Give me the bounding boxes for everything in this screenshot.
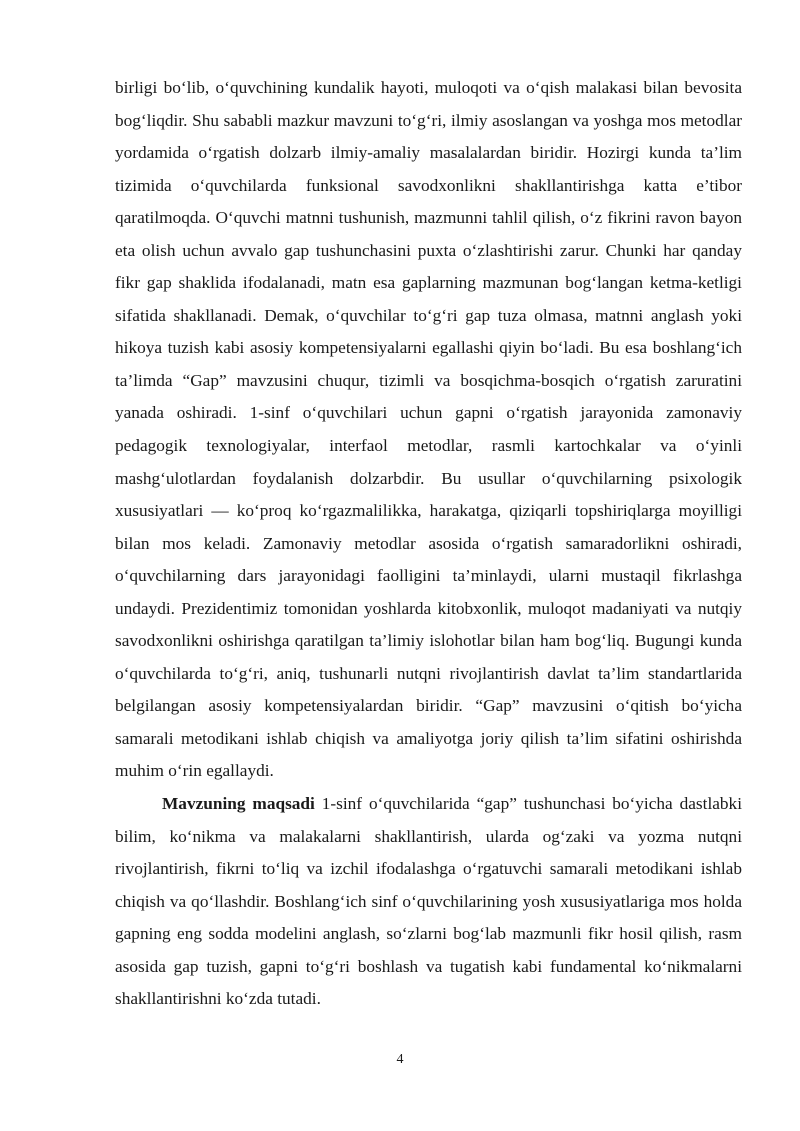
page-number: 4: [396, 1052, 404, 1067]
document-body: [115, 72, 742, 1016]
paragraph-goal-text: 1-sinf o‘quvchilarida “gap” tushunchasi bo‘yicha dastlabki bilim, ko‘nikma va malakalarni shakllantirish, ularda og‘zaki va yozma nutqni rivojlantirish, fikrni to‘liq va izchil ifodalashga o‘rgatuvchi samarali metodikani ishlab chiqish va qo‘llashdir. Boshlang‘ich sinf o‘quvchilarining yosh xususiyatlariga mos holda gapning eng sodda modelini anglash, so‘zlarni bog‘lab mazmunli fikr hosil qilish, rasm asosida gap tuzish, gapni to‘g‘ri boshlash va tugatish kabi fundamental ko‘nikmalarni shakllantirishni ko‘zda tutadi.: [115, 794, 742, 1009]
paragraph-goal: [115, 788, 742, 1016]
paragraph-goal-heading: Mavzuning maqsadi: [162, 794, 315, 814]
paragraph-continuation: birligi bo‘lib, o‘quvchining kundalik hayoti, muloqoti va o‘qish malakasi bilan bevosita bog‘liqdir. Shu sababli mazkur mavzuni to‘g‘ri, ilmiy asoslangan va yoshga mos metodlar yordamida o‘rgatish dolzarb ilmiy-amaliy masalalardan biridir. Hozirgi kunda ta’lim tizimida o‘quvchilarda funksional savodxonlikni shakllantirishga katta e’tibor qaratilmoqda. O‘quvchi matnni tushunish, mazmunni tahlil qilish, o‘z fikrini ravon bayon eta olish uchun avvalo gap tushunchasini puxta o‘zlashtirishi zarur. Chunki har qanday fikr gap shaklida ifodalanadi, matn esa gaplarning mazmunan bog‘langan ketma-ketligi sifatida shakllanadi. Demak, o‘quvchilar to‘g‘ri gap tuza olmasa, matnni anglash yoki hikoya tuzish kabi asosiy kompetensiyalarni egallashi qiyin bo‘ladi. Bu esa boshlang‘ich ta’limda “Gap” mavzusini chuqur, tizimli va bosqichma-bosqich o‘rgatish zaruratini yanada oshiradi. 1-sinf o‘quvchilari uchun gapni o‘rgatish jarayonida zamonaviy pedagogik texnologiyalar, interfaol metodlar, rasmli kartochkalar va o‘yinli mashg‘ulotlardan foydalanish dolzarbdir. Bu usullar o‘quvchilarning psixologik xususiyatlari — ko‘proq ko‘rgazmalilikka, harakatga, qiziqarli topshiriqlarga moyilligi bilan mos keladi. Zamonaviy metodlar asosida o‘rgatish samaradorlikni oshiradi, o‘quvchilarning dars jarayonidagi faolligini ta’minlaydi, ularni mustaqil fikrlashga undaydi. Prezidentimiz tomonidan yoshlarda kitobxonlik, muloqot madaniyati va nutqiy savodxonlikni oshirishga qaratilgan ta’limiy islohotlar bilan ham bog‘liq. Bugungi kunda o‘quvchilarda to‘g‘ri, aniq, tushunarli nutqni rivojlantirish davlat ta’lim standartlarida belgilangan asosiy kompetensiyalardan biridir. “Gap” mavzusini o‘qitish bo‘yicha samarali metodikani ishlab chiqish va amaliyotga joriy qilish ta’lim sifatini oshirishda muhim o‘rin egallaydi.: [115, 78, 742, 781]
